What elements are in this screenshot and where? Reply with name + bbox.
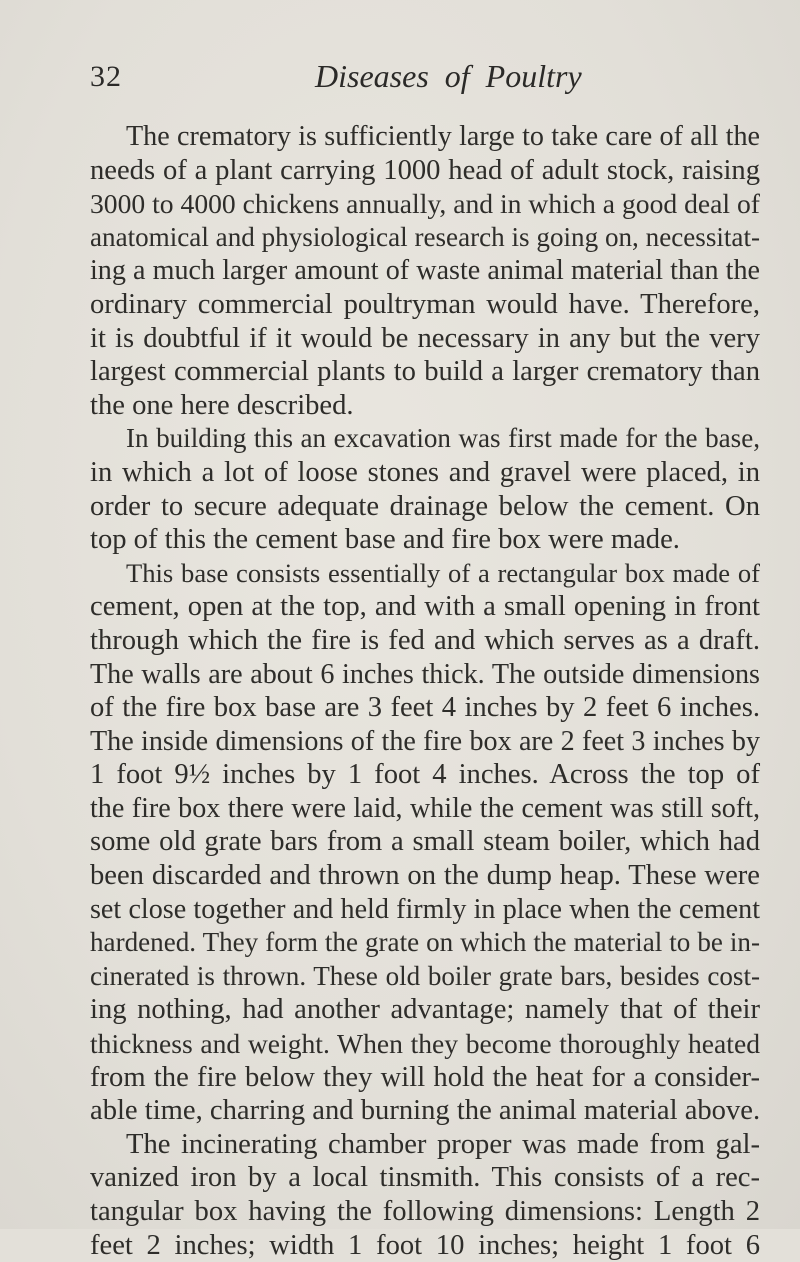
text-line: been discarded and thrown on the dump heap. These were (90, 860, 760, 892)
text-line: feet 2 inches; width 1 foot 10 inches; height 1 foot 6 (90, 1229, 760, 1261)
text-line: largest commercial plants to build a larger crematory than (90, 356, 760, 388)
text-line: of the fire box base are 3 feet 4 inches by 2 feet 6 inches. (90, 692, 760, 724)
text-line: ing a much larger amount of waste animal material than the (90, 255, 760, 287)
text-line: vanized iron by a local tinsmith. This consists of a rec- (90, 1162, 760, 1194)
text-line: The walls are about 6 inches thick. The outside dimensions (90, 658, 760, 690)
page-number: 32 (90, 60, 122, 93)
text-line: in which a lot of loose stones and gravel were placed, in (90, 456, 760, 488)
paragraph (90, 422, 760, 556)
paragraph (90, 120, 760, 422)
text-line: ing nothing, had another advantage; namely that of their (90, 994, 760, 1026)
text-line: The crematory is sufficiently large to take care of all the (126, 121, 760, 152)
text-line: it is doubtful if it would be necessary in any but the very (90, 322, 760, 354)
text-line: The incinerating chamber proper was made from gal- (126, 1128, 760, 1160)
text-line: top of this the cement base and fire box were made. (90, 524, 680, 556)
text-line: cement, open at the top, and with a small opening in front (90, 591, 760, 623)
text-line: The inside dimensions of the fire box are 2 feet 3 inches by (90, 725, 760, 757)
running-title: Diseases of Poultry (315, 58, 582, 94)
text-line: the fire box there were laid, while the cement was still soft, (90, 792, 760, 824)
text-line: cinerated is thrown. These old boiler grate bars, besides cost- (90, 960, 760, 991)
text-line: In building this an excavation was first made for the base, (126, 423, 760, 454)
body-text (90, 120, 760, 1262)
text-line: 1 foot 9½ inches by 1 foot 4 inches. Across the top of (90, 759, 760, 791)
text-line: ordinary commercial poultryman would have. Therefore, (90, 288, 760, 320)
text-line: This base consists essentially of a rectangular box made of (126, 557, 760, 588)
text-line: from the fire below they will hold the heat for a consider- (90, 1061, 760, 1093)
text-line: through which the fire is fed and which serves as a draft. (90, 624, 760, 656)
paragraph (90, 1128, 760, 1262)
text-line: some old grate bars from a small steam boiler, which had (90, 826, 760, 858)
text-line: hardened. They form the grate on which the material to be in- (90, 927, 760, 958)
text-line: needs of a plant carrying 1000 head of adult stock, raising (90, 154, 760, 186)
text-line: 3000 to 4000 chickens annually, and in which a good deal of (90, 188, 760, 220)
text-line: set close together and held firmly in place when the cement (90, 893, 760, 925)
running-head (90, 58, 760, 108)
text-line: order to secure adequate drainage below the cement. On (90, 490, 760, 522)
text-line: anatomical and physiological research is going on, necessitat- (90, 221, 760, 252)
paragraph (90, 557, 760, 1128)
text-line: thickness and weight. When they become thoroughly heated (90, 1028, 760, 1060)
text-line: able time, charring and burning the animal material above. (90, 1095, 761, 1127)
text-line: tangular box having the following dimensions: Length 2 (90, 1196, 760, 1227)
text-line: the one here described. (90, 389, 354, 421)
